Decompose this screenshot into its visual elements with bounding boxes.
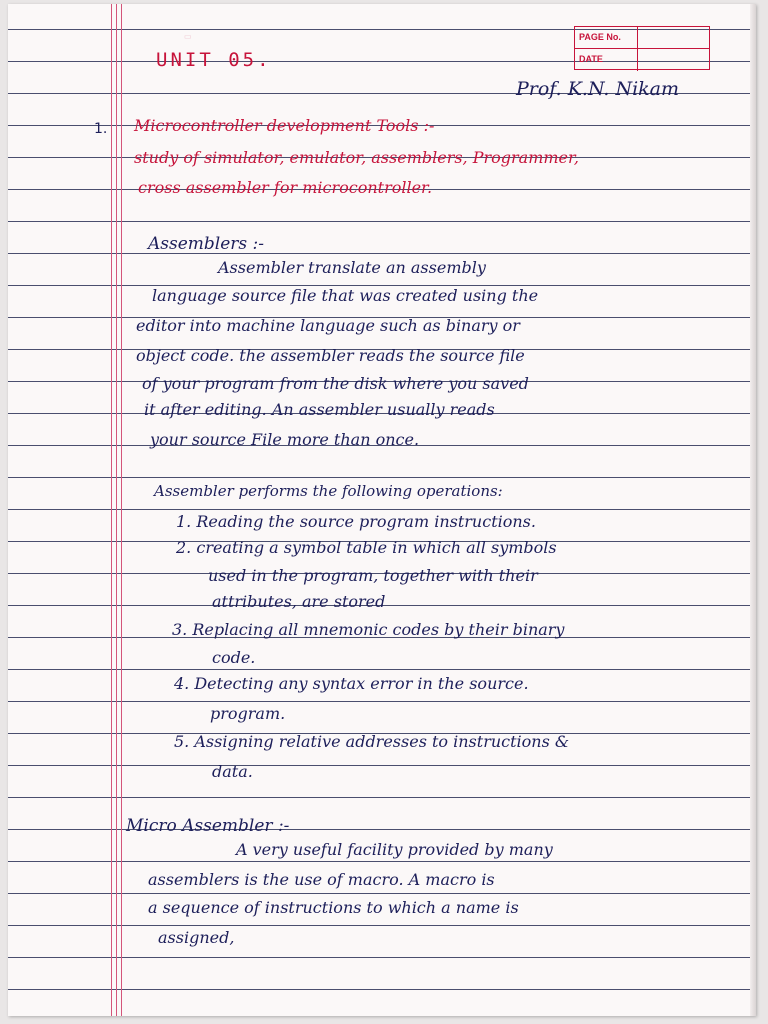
text-line: used in the program, together with their [208,566,538,585]
text-line: assemblers is the use of macro. A macro is [148,870,495,889]
section-heading: Microcontroller development Tools :- [134,116,435,135]
brand-watermark: ▭ [184,32,192,41]
list-item: 3. Replacing all mnemonic codes by their binary [172,620,565,639]
notebook-page [8,4,756,1016]
text-line: it after editing. An assembler usually reads [144,400,495,419]
page-edge [750,4,756,1016]
unit-title: UNIT 05. [156,49,272,71]
text-line: program. [210,704,286,723]
item-number: 1. [94,121,108,137]
text-line: study of simulator, emulator, assemblers, Programmer, [134,148,579,167]
text-line: a sequence of instructions to which a name is [148,898,519,917]
list-item: 4. Detecting any syntax error in the source. [174,674,529,693]
margin-line [111,4,112,1016]
date-row [575,49,709,71]
subheading: Assemblers :- [148,234,265,254]
text-line: assigned, [158,928,235,947]
page-no-row [575,27,709,49]
subheading: Micro Assembler :- [126,816,290,836]
text-line: A very useful facility provided by many [236,840,553,859]
margin-line [121,4,122,1016]
text-line: editor into machine language such as binary or [136,316,520,335]
date-label: DATE [579,54,603,64]
page-no-label: PAGE No. [579,32,621,42]
text-line: Assembler performs the following operations: [154,482,503,500]
text-line: Assembler translate an assembly [218,258,486,277]
list-item: 5. Assigning relative addresses to instructions & [174,732,570,751]
text-line: code. [212,648,256,667]
text-line: language source file that was created using the [152,286,539,305]
text-line: of your program from the disk where you saved [142,374,529,393]
margin-line [116,4,117,1016]
text-line: data. [212,762,253,781]
text-line: object code. the assembler reads the source file [136,346,525,365]
text-line: your source File more than once. [150,430,420,449]
list-item: 2. creating a symbol table in which all symbols [176,538,557,557]
list-item: 1. Reading the source program instructions. [176,512,536,531]
text-line: attributes, are stored [212,592,386,611]
text-line: cross assembler for microcontroller. [138,178,433,197]
page-date-box [574,26,710,70]
author-name: Prof. K.N. Nikam [516,78,680,100]
